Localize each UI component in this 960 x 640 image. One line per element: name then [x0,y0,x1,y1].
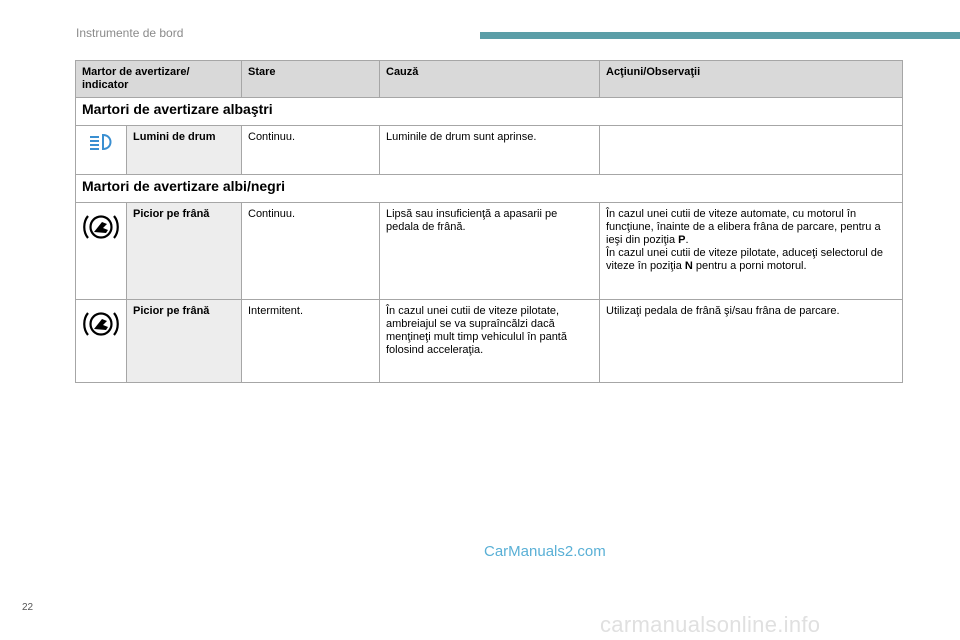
action-text: În cazul unei cutii de viteze automate, cu motorul în funcţiune, înainte de a elibera frâna de parcare, pentru a ieşi din poziţia [606,208,881,246]
foot-on-brake-icon [82,309,120,339]
action-text: În cazul unei cutii de viteze pilotate, aduceţi selectorul de viteze în poziţia [606,247,883,272]
indicator-name: Picior pe frână [127,300,242,383]
action-text: . [685,234,689,246]
high-beam-icon [86,131,116,153]
footer-site-watermark: carmanualsonline.info [600,612,821,637]
action-text: pentru a porni motorul. [692,260,807,272]
foot-on-brake-icon [82,212,120,242]
column-header-indicator: Martor de avertizare/ indicator [76,61,242,98]
group-row-white-black [76,175,903,203]
indicator-state: Continuu. [242,203,380,300]
indicator-action: Utilizaţi pedala de frână şi/sau frâna de parcare. [600,300,903,383]
indicator-icon-cell [76,300,127,383]
gear-position-p: P [678,234,686,246]
indicator-icon-cell [76,203,127,300]
indicator-action [600,126,903,175]
warning-lights-table [75,60,903,383]
indicator-name: Lumini de drum [127,126,242,175]
table-row [76,126,903,175]
indicator-cause: În cazul unei cutii de viteze pilotate, ambreiajul se va supraîncălzi dacă menţineţi mult timp vehiculul în pantă folosind acceleraţia. [380,300,600,383]
group-title-blue: Martori de avertizare albaştri [76,98,903,126]
table-header-row [76,61,903,98]
indicator-state: Intermitent. [242,300,380,383]
watermark-link[interactable]: CarManuals2.com [484,543,606,560]
indicator-icon-cell [76,126,127,175]
indicator-action [600,203,903,300]
indicator-cause: Luminile de drum sunt aprinse. [380,126,600,175]
header-accent-bar [480,32,960,39]
group-title-white-black: Martori de avertizare albi/negri [76,175,903,203]
table-row [76,203,903,300]
table-row [76,300,903,383]
indicator-state: Continuu. [242,126,380,175]
column-header-cause: Cauză [380,61,600,98]
section-title: Instrumente de bord [76,26,184,40]
indicator-name: Picior pe frână [127,203,242,300]
column-header-actions: Acţiuni/Observaţii [600,61,903,98]
indicator-cause: Lipsă sau insuficienţă a apasarii pe pedala de frână. [380,203,600,300]
group-row-blue [76,98,903,126]
gear-position-n: N [684,260,693,272]
page-number: 22 [22,602,34,613]
column-header-state: Stare [242,61,380,98]
